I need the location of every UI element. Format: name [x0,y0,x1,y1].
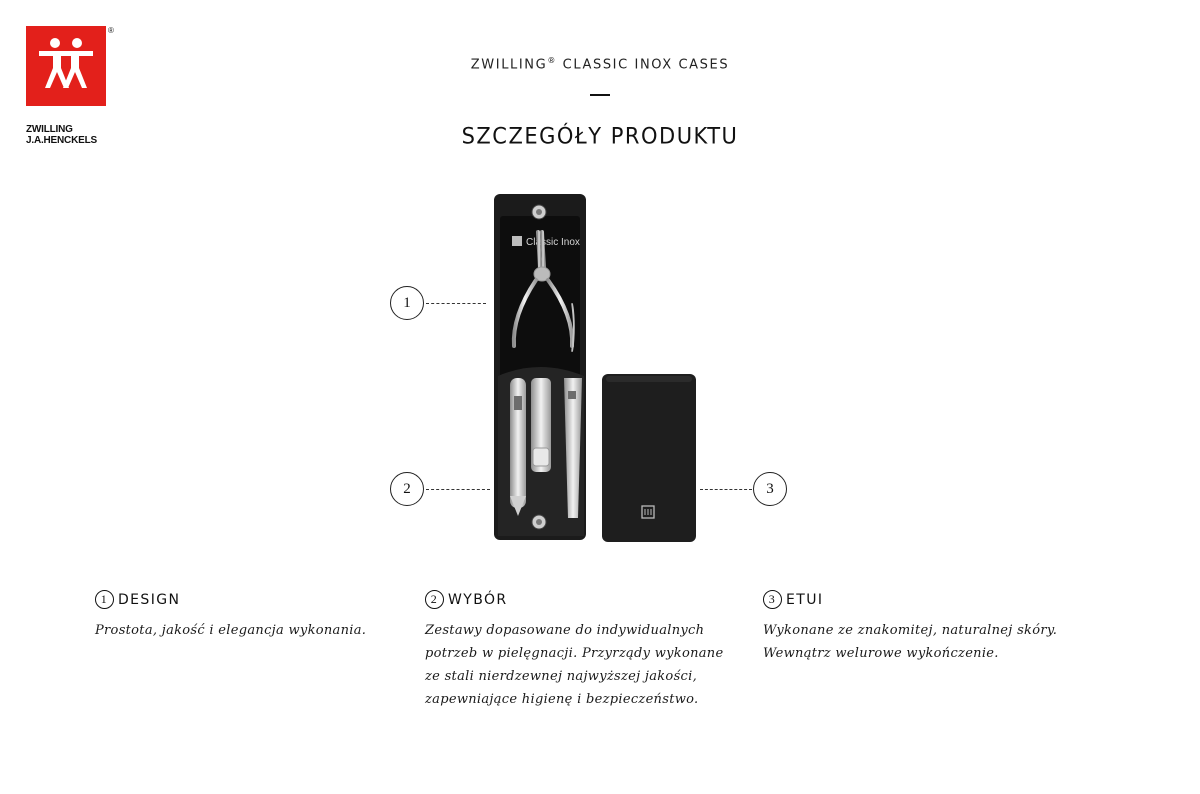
page-header [0,56,1200,148]
header-divider [590,94,610,96]
detail-case-heading [763,590,1073,609]
detail-choice-number: 2 [425,590,444,609]
detail-design-number: 1 [95,590,114,609]
detail-design-title: DESIGN [118,591,181,608]
brand-subname: J.A.HENCKELS [26,135,97,146]
brand-name: ZWILLING [26,124,73,135]
detail-case-text: Wykonane ze znakomitej, naturalnej skóry. Wewnątrz welurowe wykończenie. [763,623,1058,661]
callout-1: 1 [390,286,424,320]
detail-choice-title: WYBÓR [448,591,508,608]
registered-mark: ® [108,26,114,35]
detail-design [95,590,405,642]
collection-kicker [0,56,1200,72]
kicker-registered: ® [547,56,557,65]
closed-case-icon [602,374,696,542]
manicure-set-image [380,186,700,546]
detail-choice-heading [425,590,725,609]
detail-case-title: ETUI [786,591,824,608]
callout-3-line [700,489,752,490]
kicker-brand: ZWILLING [470,57,548,73]
detail-design-heading [95,590,405,609]
page-title: SZCZEGÓŁY PRODUKTU [461,123,739,149]
nail-clipper-icon [531,378,551,472]
detail-design-text: Prostota, jakość i elegancja wykonania. [95,623,367,638]
callout-3: 3 [753,472,787,506]
detail-choice-text: Zestawy dopasowane do indywidualnych potrzeb w pielęgnacji. Przyrządy wykonane ze stali nierdzewnej najwyższej jakości, zapewniające higienę i bezpieczeństwo. [425,623,724,707]
detail-choice [425,590,725,711]
kicker-collection: CLASSIC INOX CASES [556,57,730,73]
detail-case-number: 3 [763,590,782,609]
case-label: Classic Inox [526,237,580,248]
nail-file-icon [510,378,526,516]
callout-2: 2 [390,472,424,506]
detail-case [763,590,1073,665]
